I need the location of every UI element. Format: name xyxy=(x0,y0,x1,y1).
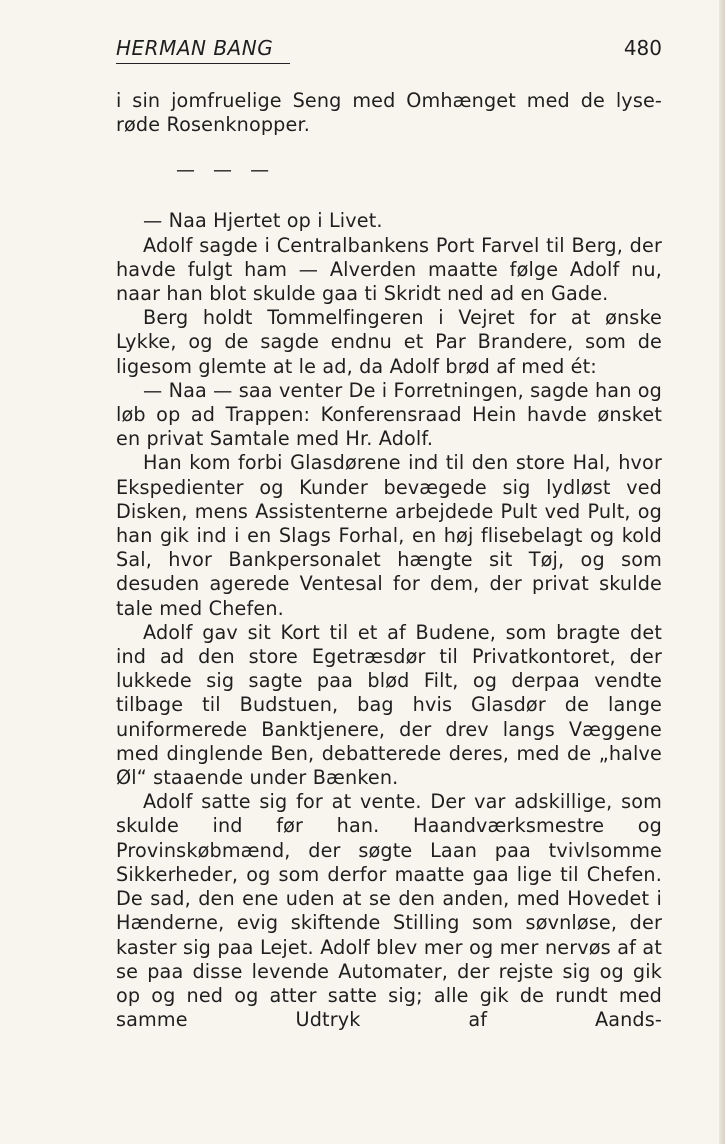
running-header xyxy=(116,36,662,66)
page-edge xyxy=(719,0,725,1144)
paragraph: i sin jomfruelige Seng med Omhænget med de lyse-røde Rosenknopper. xyxy=(116,89,662,137)
paragraph: Berg holdt Tommelfingeren i Vejret for at ønske Lykke, og de sagde endnu et Par Brandere, som de ligesom glemte at le ad, da Adolf brød af med ét: xyxy=(116,306,662,378)
section-separator xyxy=(116,137,662,209)
paragraph: Adolf sagde i Centralbankens Port Farvel til Berg, der havde fulgt ham — Alverden maatte følge Adolf nu, naar han blot skulde gaa ti Skridt ned ad en Gade. xyxy=(116,233,662,306)
paragraph: Adolf gav sit Kort til et af Budene, som bragte det ind ad den store Egetræsdør til Privatkontoret, der lukkede sig sagte paa blød Filt, og derpaa vendte tilbage til Budstuen, bag hvis Glasdør de lange uniformerede Banktjenere, der drev langs Væggene med dinglende Ben, debatterede deres, med de „halve Øl“ staaende under Bænken. xyxy=(116,620,662,790)
paragraph: Han kom forbi Glasdørene ind til den store Hal, hvor Ekspedienter og Kunder bevægede sig lydløst ved Disken, mens Assistenterne arbejdede Pult ved Pult, og han gik ind i en Slags Forhal, en høj flisebelagt og kold Sal, hvor Bankpersonalet hængte sit Tøj, og som desuden agerede Ventesal for dem, der privat skulde tale med Chefen. xyxy=(116,451,662,620)
paragraph: — Naa — saa venter De i Forretningen, sagde han og løb op ad Trappen: Konferensraad Hein havde ønsket en privat Samtale med Hr. Adolf. xyxy=(116,378,662,451)
page-number: 480 xyxy=(623,36,662,60)
running-title: HERMAN BANG xyxy=(116,36,290,64)
body-text xyxy=(116,89,662,1032)
paragraph: — Naa Hjertet op i Livet. xyxy=(143,209,383,233)
separator-dashes: — — — xyxy=(176,159,276,182)
paragraph: Adolf satte sig for at vente. Der var adskillige, som skulde ind før han. Haandværksmestre og Provinskøbmænd, der søgte Laan paa tvivlsomme Sikkerheder, og som derfor maatte gaa lige til Chefen. De sad, den ene uden at se den anden, med Hovedet i Hænderne, evig skiftende Stilling som søvnløse, der kaster sig paa Lejet. Adolf blev mer og mer nervøs af at se paa disse levende Automater, der rejste sig og gik op og ned og atter satte sig; alle gik de rundt med samme Udtryk af Aands- xyxy=(116,790,662,1032)
